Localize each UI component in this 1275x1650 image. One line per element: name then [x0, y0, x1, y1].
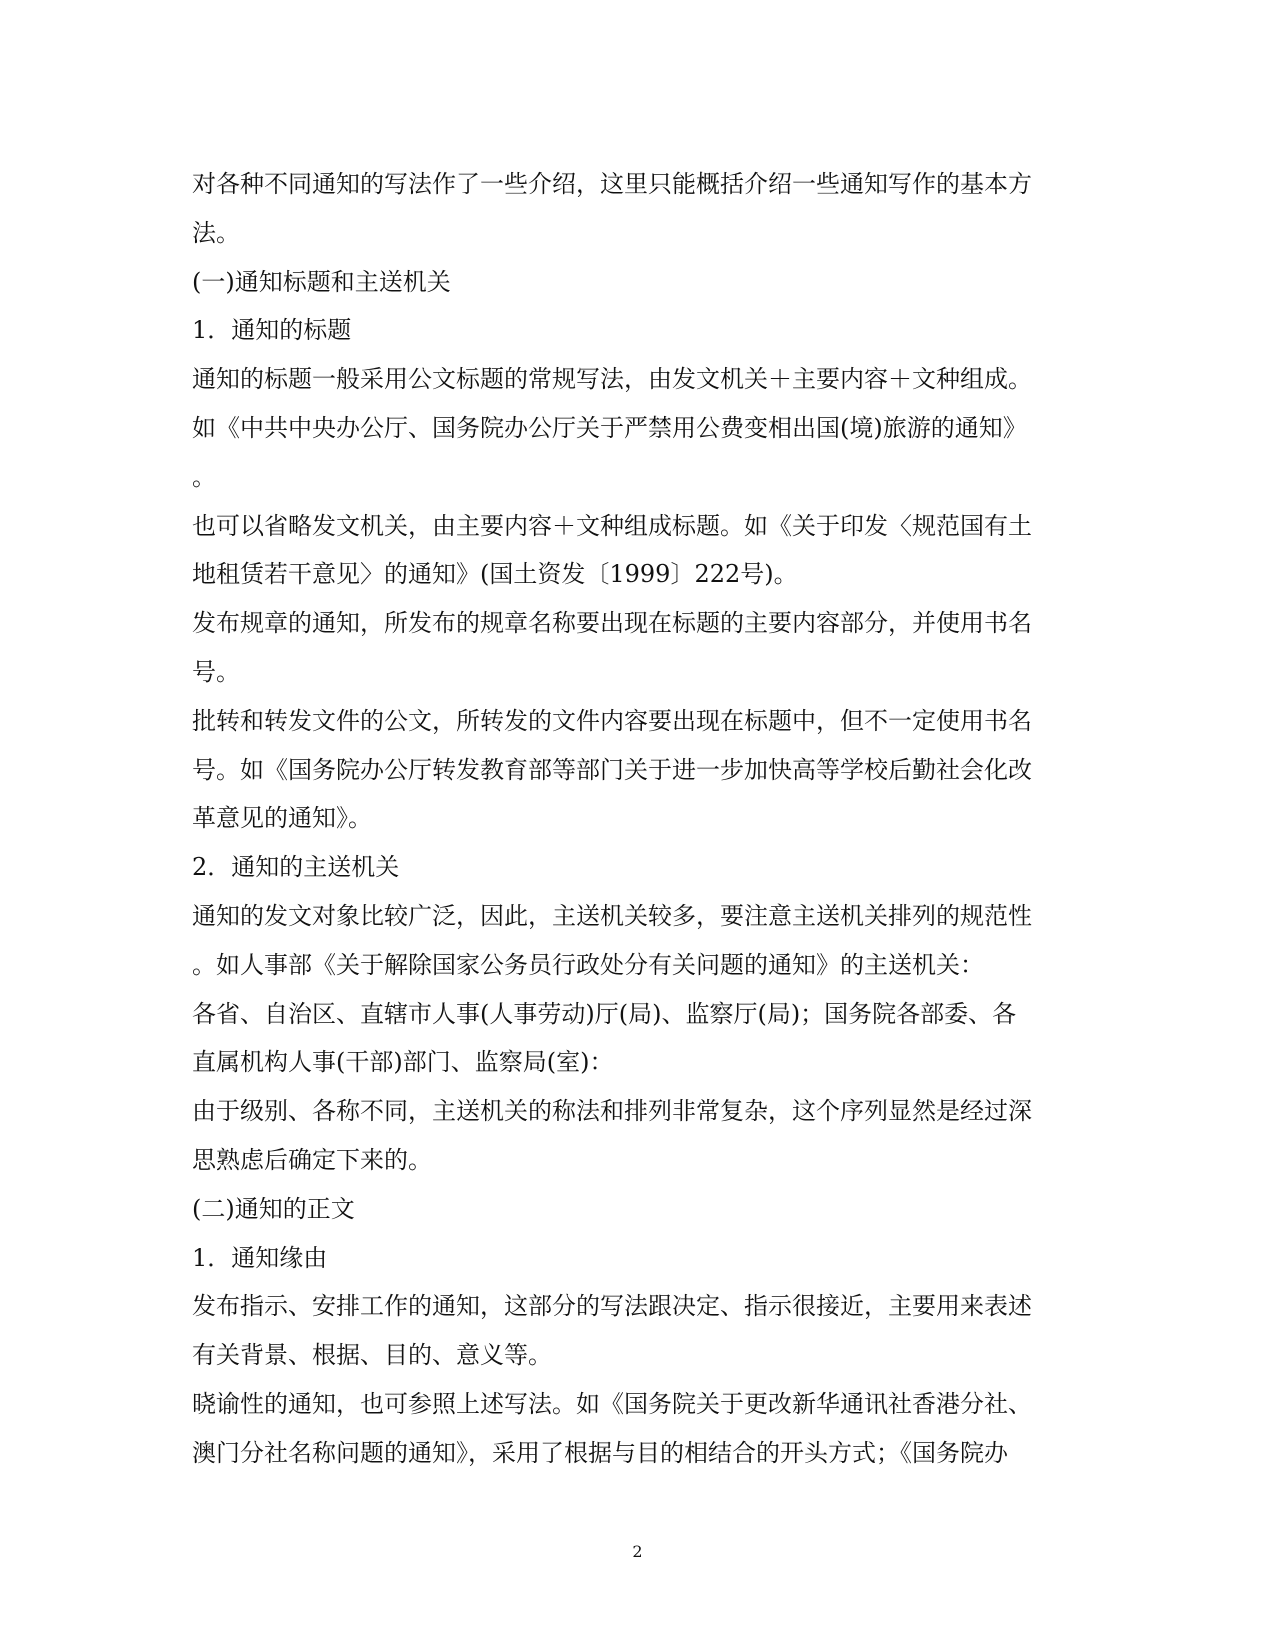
section-heading: (一)通知标题和主送机关 — [192, 267, 451, 296]
text-line: 。如人事部《关于解除国家公务员行政处分有关问题的通知》的主送机关： — [192, 950, 984, 979]
text-line: 如《中共中央办公厅、国务院办公厅关于严禁用公费变相出国(境)旅游的通知》 — [192, 413, 1027, 442]
text-line: 思熟虑后确定下来的。 — [192, 1145, 432, 1174]
text-line: 发布规章的通知，所发布的规章名称要出现在标题的主要内容部分，并使用书名 — [192, 609, 1032, 638]
text-line: 由于级别、各称不同，主送机关的称法和排列非常复杂，这个序列显然是经过深 — [192, 1097, 1032, 1126]
text-line: 号。如《国务院办公厅转发教育部等部门关于进一步加快高等学校后勤社会化改 — [192, 755, 1032, 784]
subsection-heading: 1．通知缘由 — [192, 1243, 328, 1272]
section-heading: (二)通知的正文 — [192, 1194, 355, 1223]
text-line: 澳门分社名称问题的通知》，采用了根据与目的相结合的开头方式；《国务院办 — [192, 1438, 1008, 1467]
text-line: 通知的发文对象比较广泛，因此，主送机关较多，要注意主送机关排列的规范性 — [192, 901, 1032, 930]
text-line: 晓谕性的通知，也可参照上述写法。如《国务院关于更改新华通讯社香港分社、 — [192, 1389, 1032, 1418]
text-line: 号。 — [192, 657, 240, 686]
text-line: 有关背景、根据、目的、意义等。 — [192, 1341, 552, 1370]
subsection-heading: 2．通知的主送机关 — [192, 853, 400, 882]
text-line: 各省、自治区、直辖市人事(人事劳动)厅(局)、监察厅(局)；国务院各部委、各 — [192, 999, 1017, 1028]
text-line: 批转和转发文件的公文，所转发的文件内容要出现在标题中，但不一定使用书名 — [192, 706, 1032, 735]
text-line: 地租赁若干意见〉的通知》(国土资发〔1999〕222号)。 — [192, 560, 798, 589]
text-line: 对各种不同通知的写法作了一些介绍，这里只能概括介绍一些通知写作的基本方 — [192, 170, 1032, 198]
text-line: 也可以省略发文机关，由主要内容＋文种组成标题。如《关于印发〈规范国有土 — [192, 511, 1032, 540]
document-body — [192, 160, 1092, 1478]
text-line: 。 — [192, 462, 216, 491]
text-line: 法。 — [192, 218, 240, 247]
page-number: 2 — [632, 1542, 643, 1561]
text-line: 发布指示、安排工作的通知，这部分的写法跟决定、指示很接近，主要用来表述 — [192, 1292, 1032, 1321]
text-line: 革意见的通知》。 — [192, 804, 372, 833]
text-line: 直属机构人事(干部)部门、监察局(室)： — [192, 1048, 614, 1077]
text-line: 通知的标题一般采用公文标题的常规写法，由发文机关＋主要内容＋文种组成。 — [192, 365, 1032, 394]
subsection-heading: 1．通知的标题 — [192, 316, 352, 345]
